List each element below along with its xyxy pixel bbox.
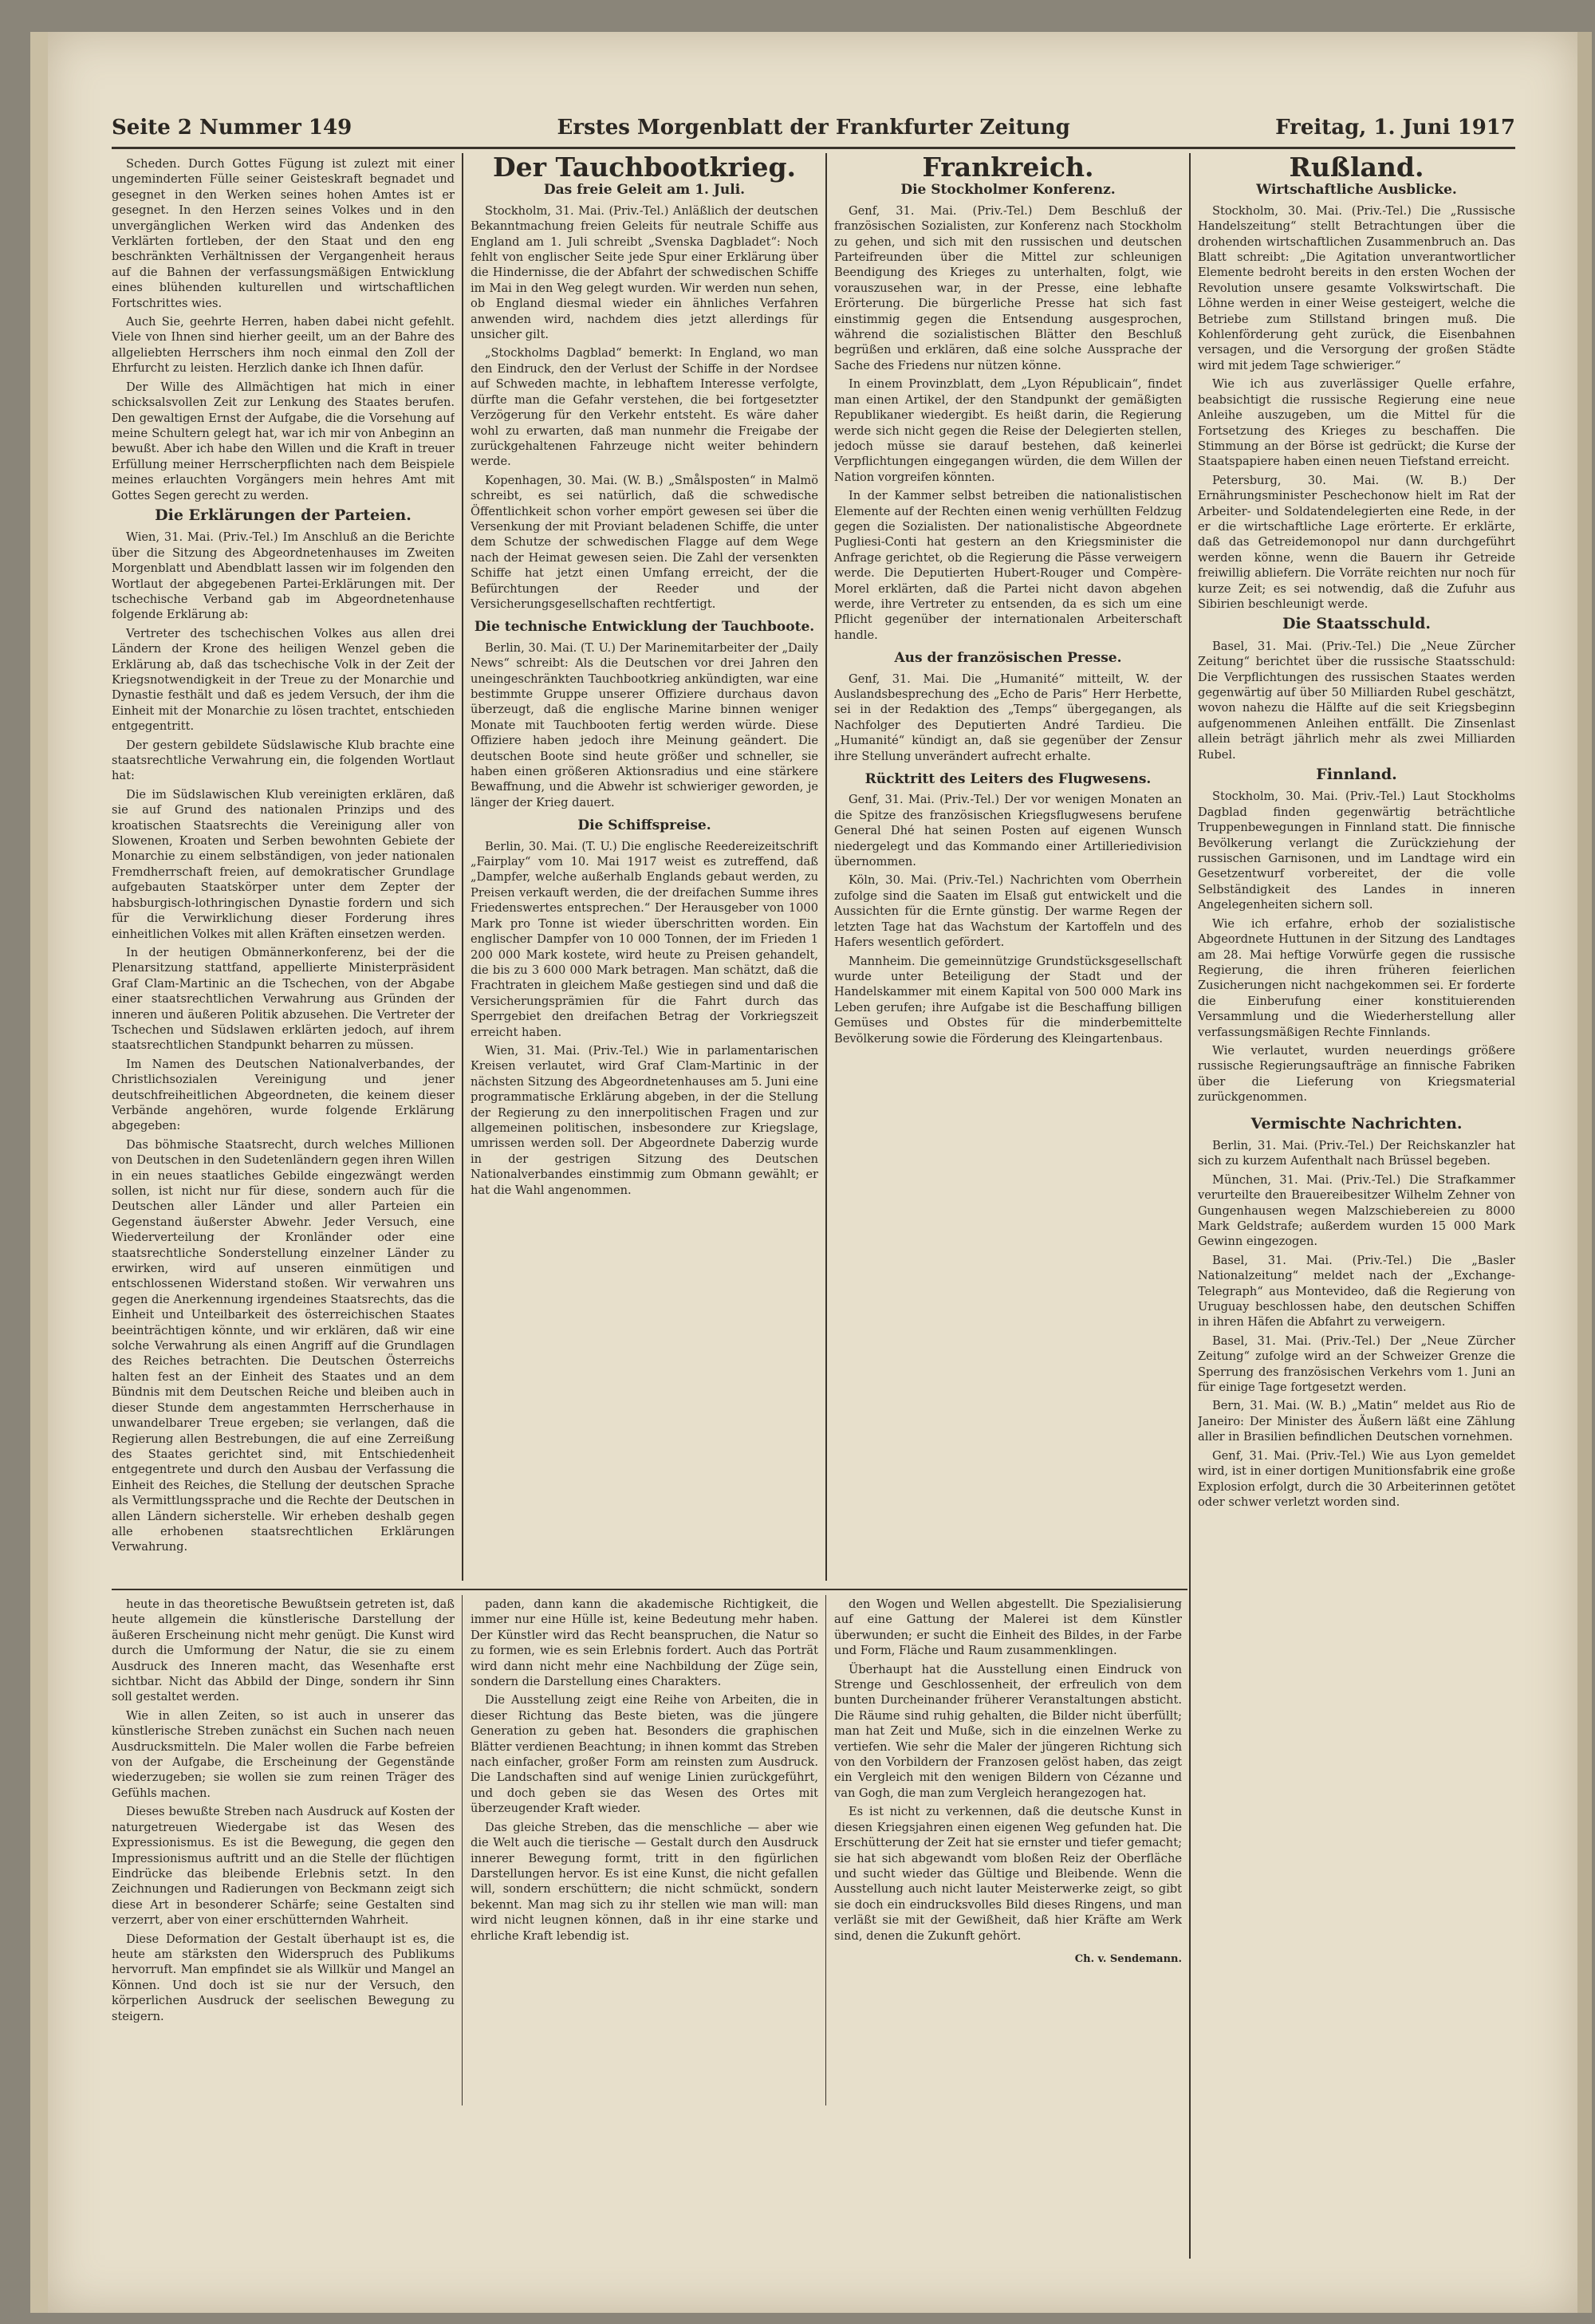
paragraph: Köln, 30. Mai. (Priv.-Tel.) Nachrichten vom Oberrhein zufolge sind die Saaten im Elsaß gut entwickelt und die Aussichten für die Ernte günstig. Der warme Regen der letzten Tage hat das Wachstum der Kartoffeln und des Hafers wesentlich gefördert. bbox=[834, 873, 1182, 950]
paragraph: Petersburg, 30. Mai. (W. B.) Der Ernährungsminister Peschechonow hielt im Rat der Arbeiter- und Soldatendelegierten eine Rede, in der er die wirtschaftliche Lage erörterte. Er erklärte, daß das Getreidemonopol nur dann durchgeführt werden könne, wenn die Bauern ihr Getreide freiwillig abliefern. Die Vorräte reichten nur noch für kurze Zeit; es sei notwendig, daß die Zufuhr aus Sibirien beschleunigt werde. bbox=[1198, 473, 1515, 611]
section-heading: Die Erklärungen der Parteien. bbox=[155, 506, 412, 524]
paragraph: Im Namen des Deutschen Nationalverbandes, der Christlichsozialen Vereinigung und jener deutschfreiheitlichen Abgeordneten, die keinem dieser Verbände angehören, wurde folgende Erklärung abgegeben: bbox=[112, 1057, 455, 1133]
paragraph: Der gestern gebildete Südslawische Klub brachte eine staatsrechtliche Verwahrung ein, die folgenden Wortlaut hat: bbox=[112, 738, 455, 783]
paragraph: Wie ich aus zuverlässiger Quelle erfahre, beabsichtigt die russische Regierung eine neue Anleihe auszugeben, um die Mittel für die Fortsetzung des Krieges zu beschaffen. Die Stimmung an der Börse ist gedrückt; die Kurse der Staatspapiere haben einen neuen Tiefstand erreicht. bbox=[1198, 377, 1515, 469]
paragraph: Scheden. Durch Gottes Fügung ist zulezt mit einer ungeminderten Fülle seiner Geisteskraft begnadet und gesegnet in den Werken seines hohen Amtes ist er gesegnet. In den Herzen seines Volkes und in den unvergänglichen Werken wird das Andenken des Verklärten fortleben, der den Staat und den eng beschränkten Verhältnissen der Vergangenheit heraus auf die Bahnen der verfassungsmäßigen Entwicklung eines blühenden kulturellen und wirtschaftlichen Fortschrittes wies. bbox=[112, 157, 455, 310]
paragraph: Wien, 31. Mai. (Priv.-Tel.) Im Anschluß an die Berichte über die Sitzung des Abgeordnetenhauses im Zweiten Morgenblatt und Abendblatt lassen wir im folgenden den Wortlaut der abgegebenen Partei-Erklärungen mit. Der tschechische Verband gab im Abgeordnetenhause folgende Erklärung ab: bbox=[112, 530, 455, 622]
news-item: Basel, 31. Mai. (Priv.-Tel.) Die „Basler Nationalzeitung“ meldet nach der „Exchange-Telegraph“ aus Montevideo, daß die Regierung von Uruguay beschlossen habe, den deutschen Schiffen in ihren Häfen die Abfahrt zu verweigern. bbox=[1198, 1253, 1515, 1329]
feuilleton-column-1 bbox=[112, 1597, 455, 2259]
paragraph: Stockholm, 30. Mai. (Priv.-Tel.) Laut Stockholms Dagblad finden gegenwärtig beträchtliche Truppenbewegungen in Finnland statt. Die finnische Bevölkerung verlangt die Zurückziehung der russischen Garnisonen, und im Landtage wird ein Gesetzentwurf vorbereitet, der die volle Selbständigkeit des Landes in inneren Angelegenheiten sichern soll. bbox=[1198, 790, 1515, 912]
header-masthead: Erstes Morgenblatt der Frankfurter Zeitung bbox=[557, 116, 1070, 140]
article-title: Frankreich. bbox=[922, 156, 1094, 183]
paragraph: „Stockholms Dagblad“ bemerkt: In England, wo man den Eindruck, den der Verlust der Schiffe in der Nordsee auf Schweden machte, in lebhaftem Interesse verfolgte, dürfte man die Gefahr verstehen, die bei fortgesetzter Verzögerung für den Verkehr entsteht. Es wäre daher wohl zu erwarten, daß man nunmehr die Freigabe der zurückgehaltenen Fahrzeuge nicht weiter behindern werde. bbox=[471, 346, 818, 469]
paragraph: Stockholm, 31. Mai. (Priv.-Tel.) Anläßlich der deutschen Bekanntmachung freien Geleits für neutrale Schiffe aus England am 1. Juli schreibt „Svenska Dagbladet“: Noch fehlt von englischer Seite jede Spur einer Erklärung über die Hindernisse, die der Abfahrt der schwedischen Schiffe im Mai in den Weg gelegt wurden. Wir werden nun sehen, ob England diesmal wieder ein ähnliches Verfahren anwenden wird, nachdem dies jetzt allerdings für unsicher gilt. bbox=[471, 203, 818, 342]
article-title: Der Tauchbootkrieg. bbox=[492, 156, 797, 183]
feuilleton-column-3 bbox=[834, 1597, 1182, 2259]
section-heading: Die Staatsschuld. bbox=[1282, 615, 1431, 633]
paragraph: Das böhmische Staatsrecht, durch welches Millionen von Deutschen in den Sudetenländern gegen ihren Willen in ein neues staatliches Gebilde eingezwängt werden sollen, ist nicht nur für diese, sondern auch für die Deutschen aller Länder und aller Parteien ein Gegenstand äußerster Abwehr. Jeder Versuch, eine Wiederverteilung der Kronländer oder eine staatsrechtliche Sonderstellung einzelner Länder zu erwirken, wird auf unseren einmütigen und entschlossenen Widerstand stoßen. Wir verwahren uns gegen die Anerkennung irgendeines Staatsrechts, das die Einheit und Unteilbarkeit des österreichischen Staates beeinträchtigen könnte, und wir erklären, daß wir eine solche Verwahrung als einen Angriff auf die Grundlagen des Reiches betrachten. Die Deutschen Österreichs halten fest an der Einheit des Staates und an dem Bündnis mit dem Deutschen Reiche und bleiben auch in dieser Stunde dem angestammten Herrscherhause in unwandelbarer Treue ergeben; sie verlangen, daß die Regierung allen Bestrebungen, die auf eine Zerreißung des Staates gerichtet sind, mit Entschiedenheit entgegentrete und durch den Ausbau der Verfassung die Einheit des Reiches, die Stellung der deutschen Sprache als Vermittlungssprache und die Rechte der Deutschen in allen Ländern sicherstelle. Wir erheben deshalb gegen alle erhobenen staatsrechtlichen Erklärungen Verwahrung. bbox=[112, 1137, 455, 1554]
paragraph: Kopenhagen, 30. Mai. (W. B.) „Smålsposten“ in Malmö schreibt, es sei natürlich, daß die schwedische Öffentlichkeit schon vorher empört gewesen sei über die Versenkung der mit Proviant beladenen Schiffe, die unter dem Schutze der schwedischen Flagge auf dem Wege nach der Heimat gewesen seien. Die Zahl der versenkten Schiffe hat jetzt einen Umfang erreicht, der die Befürchtungen der Reeder und der Versicherungsgesellschaften rechtfertigt. bbox=[471, 473, 818, 611]
paragraph: Auch Sie, geehrte Herren, haben dabei nicht gefehlt. Viele von Ihnen sind hierher geeilt, um an der Bahre des allgeliebten Herrschers ihm noch einmal den Zoll der Ehrfurcht zu leisten. Herzlich danke ich Ihnen dafür. bbox=[112, 315, 455, 376]
paragraph: Genf, 31. Mai. (Priv.-Tel.) Dem Beschluß der französischen Sozialisten, zur Konferenz nach Stockholm zu gehen, und sich mit den russischen und deutschen Parteifreunden über die Mittel zur schleunigen Beendigung des Krieges zu unterhalten, folgt, wie vorauszusehen war, in der Presse, eine lebhafte Erörterung. Die bürgerliche Presse hat sich fast einstimmig gegen die Entsendung ausgesprochen, während die sozialistischen Blätter den Beschluß begrüßen und erklären, daß eine solche Aussprache der Sache des Friedens nur nützen könne. bbox=[834, 203, 1182, 372]
section-heading: Rücktritt des Leiters des Flugwesens. bbox=[864, 771, 1152, 788]
paragraph: Es ist nicht zu verkennen, daß die deutsche Kunst in diesen Kriegsjahren einen eigenen Weg gefunden hat. Die Erschütterung der Zeit hat sie ernster und tiefer gemacht; sie hat sich abgewandt vom bloßen Reiz der Oberfläche und sucht wieder das Gültige und Bleibende. Wenn die Ausstellung auch nicht lauter Meisterwerke zeigt, so gibt sie doch ein eindrucksvolles Bild dieses Ringens, und man verläßt sie mit der Gewißheit, daß hier Kräfte am Werk sind, denen die Zukunft gehört. bbox=[834, 1805, 1182, 1943]
paragraph: Wie in allen Zeiten, so ist auch in unserer das künstlerische Streben zunächst ein Suchen nach neuen Ausdrucksmitteln. Die Maler wollen die Farbe befreien von der Aufgabe, die Erscheinung der Gegenstände wiederzugeben; sie wollen sie zum reinen Träger des Gefühls machen. bbox=[112, 1708, 455, 1800]
section-heading: Die technische Entwicklung der Tauchboote. bbox=[474, 619, 815, 636]
paragraph: Überhaupt hat die Ausstellung einen Eindruck von Strenge und Geschlossenheit, der erfreulich von dem bunten Durcheinander früherer Veranstaltungen absticht. Die Räume sind ruhig gehalten, die Bilder nicht überfüllt; man hat Zeit und Muße, sich in die einzelnen Werke zu vertiefen. Wie sehr die Maler der jüngeren Richtung sich von den Vorbildern der Franzosen gelöst haben, das zeigt ein Vergleich mit den wenigen Bildern von Cézanne und van Gogh, die man zum Vergleich herangezogen hat. bbox=[834, 1662, 1182, 1800]
column-rule bbox=[462, 153, 463, 1581]
paragraph: Basel, 31. Mai. (Priv.-Tel.) Die „Neue Zürcher Zeitung“ berichtet über die russische Staatsschuld: Die Verpflichtungen des russischen Staates werden gegenwärtig auf über 50 Milliarden Rubel geschätzt, wovon nahezu die Hälfte auf die seit Kriegsbeginn aufgenommenen Anleihen entfällt. Die Zinsenlast allein beträgt jährlich mehr als zwei Milliarden Rubel. bbox=[1198, 639, 1515, 762]
section-heading: Finnland. bbox=[1316, 766, 1397, 784]
header-rule bbox=[112, 147, 1515, 149]
column-4 bbox=[1198, 156, 1515, 2262]
section-heading: Vermischte Nachrichten. bbox=[1250, 1114, 1463, 1132]
section-heading: Aus der französischen Presse. bbox=[894, 650, 1122, 667]
page-edge-left bbox=[30, 32, 48, 2313]
section-heading: Die Schiffspreise. bbox=[577, 817, 711, 834]
header-page-number: Seite 2 Nummer 149 bbox=[112, 116, 352, 140]
column-rule bbox=[1189, 153, 1191, 2259]
paragraph: Diese Deformation der Gestalt überhaupt ist es, die heute am stärksten den Widerspruch des Publikums hervorruft. Man empfindet sie als Willkür und Mangel an Können. Und doch ist sie nur der Versuch, den körperlichen Ausdruck der seelischen Bewegung zu steigern. bbox=[112, 1932, 455, 2023]
paragraph: Die im Südslawischen Klub vereinigten erklären, daß sie auf Grund des nationalen Prinzips und des kroatischen Staatsrechts die Vereinigung aller von Slowenen, Kroaten und Serben bewohnten Gebiete der Monarchie zu einem selbständigen, von jeder nationalen Fremdherrschaft freien, auf demokratischer Grundlage aufgebauten Staatskörper unter dem Zepter der habsburgisch-lothringischen Dynastie fordern und sich für die Verwirklichung dieser Forderung ihres einheitlichen Volkes mit allen Kräften einsetzen werden. bbox=[112, 787, 455, 941]
column-rule bbox=[825, 1595, 826, 2105]
article-title: Rußland. bbox=[1289, 156, 1424, 183]
paragraph: In einem Provinzblatt, dem „Lyon Républicain“, findet man einen Artikel, der den Standpunkt der gemäßigten Republikaner wiedergibt. Es heißt darin, die Regierung werde sich nicht gegen die Reise der Delegierten stellen, jedoch müsse sie darauf bestehen, daß keinerlei Verpflichtungen eingegangen würden, die dem Willen der Nation vorgreifen könnten. bbox=[834, 377, 1182, 484]
news-item: München, 31. Mai. (Priv.-Tel.) Die Strafkammer verurteilte den Brauereibesitzer Wilhelm Zehner von Gungenhausen wegen Malzschiebereien zu 8000 Mark Geldstrafe; außerdem wurden 15 000 Mark Gewinn eingezogen. bbox=[1198, 1172, 1515, 1249]
news-item: Berlin, 31. Mai. (Priv.-Tel.) Der Reichskanzler hat sich zu kurzem Aufenthalt nach Brüssel begeben. bbox=[1198, 1138, 1515, 1168]
paragraph: Vertreter des tschechischen Volkes aus allen drei Ländern der Krone des heiligen Wenzel geben die Erklärung ab, daß das tschechische Volk in der Zeit der Kriegsnotwendigkeit in der Treue zu der Monarchie und Dynastie festhält und daß es jedem Versuch, der ihm die Einheit mit der Monarchie zu lösen trachtet, entschieden entgegentritt. bbox=[112, 626, 455, 734]
paragraph: paden, dann kann die akademische Richtigkeit, die immer nur eine Hülle ist, keine Bedeutung mehr haben. Der Künstler wird das Recht beanspruchen, die Natur so zu formen, wie es sein Erlebnis fordert. Auch das Porträt wird dann nicht mehr eine Nachbildung der Züge sein, sondern die Darstellung eines Charakters. bbox=[471, 1597, 818, 1689]
column-rule bbox=[462, 1595, 463, 2105]
news-item: Bern, 31. Mai. (W. B.) „Matin“ meldet aus Rio de Janeiro: Der Minister des Äußern läßt eine Zählung aller in Brasilien befindlichen Deutschen vornehmen. bbox=[1198, 1399, 1515, 1444]
paragraph: Wie verlautet, wurden neuerdings größere russische Regierungsaufträge an finnische Fabriken über die Lieferung von Kriegsmaterial zurückgenommen. bbox=[1198, 1043, 1515, 1105]
paragraph: Wien, 31. Mai. (Priv.-Tel.) Wie in parlamentarischen Kreisen verlautet, wird Graf Clam-Martinic in der nächsten Sitzung des Abgeordnetenhauses am 5. Juni eine programmatische Erklärung abgeben, in der die Stellung der Regierung zu den innerpolitischen Fragen und zur allgemeinen politischen, insbesondere zur Kriegslage, umrissen werden soll. Der Abgeordnete Daberzig wurde in der gestrigen Sitzung des Deutschen Nationalverbandes einstimmig zum Obmann gewählt; er hat die Wahl angenommen. bbox=[471, 1043, 818, 1197]
running-header bbox=[112, 112, 1515, 144]
feuilleton-column-2 bbox=[471, 1597, 818, 2259]
paragraph: Berlin, 30. Mai. (T. U.) Die englische Reedereizeitschrift „Fairplay“ vom 10. Mai 1917 weist es zutreffend, daß „Dampfer, welche außerhalb Englands gebaut werden, zu Preisen verkauft werden, die der dreifachen Summe ihres Friedenswertes entsprechen.“ Der Herausgeber von 1000 Mark pro Tonne ist wieder überschritten worden. Ein englischer Dampfer von 10 000 Tonnen, der im Frieden 1 200 000 Mark kostete, wird heute zu Preisen gehandelt, die bis zu 3 600 000 Mark betragen. Man schätzt, daß die Frachtraten in gleichem Maße gestiegen sind und daß die Versicherungsprämien für die Fahrt durch das Sperrgebiet den dreifachen Betrag der Vorkriegszeit erreicht haben. bbox=[471, 839, 818, 1039]
paragraph: Wie ich erfahre, erhob der sozialistische Abgeordnete Huttunen in der Sitzung des Landtages am 28. Mai heftige Vorwürfe gegen die russische Regierung, die ihren früheren feierlichen Zusicherungen nicht nachgekommen sei. Er forderte die Einberufung einer konstituierenden Versammlung und die Wiederherstellung aller verfassungsmäßigen Rechte Finnlands. bbox=[1198, 916, 1515, 1039]
paragraph: Die Ausstellung zeigt eine Reihe von Arbeiten, die in dieser Richtung das Beste bieten, was die jüngere Generation zu geben hat. Besonders die graphischen Blätter verdienen Beachtung; in ihnen kommt das Streben nach einfacher, großer Form am reinsten zum Ausdruck. Die Landschaften sind auf wenige Linien zurückgeführt, und doch geben sie das Wesen des Ortes mit überzeugender Kraft wieder. bbox=[471, 1693, 818, 1816]
header-date: Freitag, 1. Juni 1917 bbox=[1275, 116, 1515, 140]
column-3 bbox=[834, 156, 1182, 1584]
paragraph: Genf, 31. Mai. Die „Humanité“ mitteilt, W. der Auslandsbesprechung des „Echo de Paris“ Herr Herbette, sei in der Redaktion des „Temps“ übergegangen, als Nachfolger des Deputierten André Tardieu. Die „Humanité“ kündigt an, daß sie gegenüber der Zensur ihre Stellung unverändert aufrecht erhalte. bbox=[834, 672, 1182, 763]
column-rule bbox=[825, 153, 827, 1581]
column-2 bbox=[471, 156, 818, 1584]
col1-lead bbox=[112, 156, 455, 503]
news-item: Genf, 31. Mai. (Priv.-Tel.) Wie aus Lyon gemeldet wird, ist in einer dortigen Munitionsfabrik eine große Explosion erfolgt, durch die 30 Arbeiterinnen getötet oder schwer verletzt worden sind. bbox=[1198, 1448, 1515, 1509]
article-subtitle: Wirtschaftliche Ausblicke. bbox=[1256, 182, 1457, 199]
page-edge-right bbox=[1577, 32, 1592, 2313]
paragraph: Mannheim. Die gemeinnützige Grundstücksgesellschaft wurde unter Beteiligung der Stadt und der Handelskammer mit einem Kapital von 500 000 Mark ins Leben gerufen; ihre Aufgabe ist die Beschaffung billigen Gemüses und Obstes für die minderbemittelte Bevölkerung sowie die Förderung des Kleingartenbaus. bbox=[834, 954, 1182, 1046]
paragraph: Das gleiche Streben, das die menschliche — aber wie die Welt auch die tierische — Gestalt durch den Ausdruck innerer Bewegung formt, tritt in den figürlichen Darstellungen hervor. Es ist eine Kunst, die nicht gefallen will, sondern erschüttern; die nicht schmückt, sondern bekennt. Man mag sich zu ihr stellen wie man will: man wird nicht leugnen können, daß in ihr eine starke und ehrliche Kraft lebendig ist. bbox=[471, 1820, 818, 1943]
paragraph: Genf, 31. Mai. (Priv.-Tel.) Der vor wenigen Monaten an die Spitze des französischen Kriegsflugwesens berufene General Dhé hat seinen Posten auf eigenen Wunsch niedergelegt und das Kommando einer Artilleriedivision übernommen. bbox=[834, 793, 1182, 869]
paragraph: heute in das theoretische Bewußtsein getreten ist, daß heute allgemein die künstlerische Darstellung der äußeren Erscheinung nicht mehr genügt. Die Kunst wird durch die Umformung der Natur, die sie zu einem Ausdruck des Inneren macht, das Wesenhafte erst sichtbar. Nicht das Abbild der Dinge, sondern ihr Sinn soll gestaltet werden. bbox=[112, 1597, 455, 1704]
paragraph: In der Kammer selbst betreiben die nationalistischen Elemente auf der Rechten einen wenig verhüllten Feldzug gegen die Sozialisten. Der nationalistische Abgeordnete Pugliesi-Conti hat gestern an den Kriegsminister die Anfrage gerichtet, ob die Regierung die Pässe verweigern werde. Die Deputierten Hubert-Rouger und Compère-Morel erklärten, daß die Partei nicht davon abgehen werde, ihre Vertreter zu entsenden, da es sich um eine Pflicht gegenüber der internationalen Arbeiterschaft handle. bbox=[834, 489, 1182, 642]
paragraph: Stockholm, 30. Mai. (Priv.-Tel.) Die „Russische Handelszeitung“ stellt Betrachtungen über die drohenden wirtschaftlichen Zusammenbruch an. Das Blatt schreibt: „Die Agitation unverantwortlicher Elemente bedroht bereits in den ersten Wochen der Revolution unsere gesamte Volkswirtschaft. Die Löhne werden in einer Weise gesteigert, welche die Betriebe zum Stillstand bringen muß. Die Kohlenförderung geht zurück, die Eisenbahnen versagen, und die Versorgung der großen Städte wird mit jedem Tage schwieriger.“ bbox=[1198, 203, 1515, 372]
column-1 bbox=[112, 156, 455, 1584]
news-item: Basel, 31. Mai. (Priv.-Tel.) Der „Neue Zürcher Zeitung“ zufolge wird an der Schweizer Grenze die Sperrung des französischen Verkehrs vom 1. Juni an für einige Tage fortgesetzt werden. bbox=[1198, 1333, 1515, 1395]
paragraph: Der Wille des Allmächtigen hat mich in einer schicksalsvollen Zeit zur Lenkung des Staates berufen. Den gewaltigen Ernst der Aufgabe, die die Vorsehung auf meine Schultern gelegt hat, war ich mir von Anbeginn an bewußt. Aber ich habe den Willen und die Kraft in treuer Erfüllung meiner Herrscherpflichten nach dem Beispiele meines erlauchten Vorgängers mein hehres Amt mit Gottes Segen gerecht zu werden. bbox=[112, 380, 455, 502]
paragraph: In der heutigen Obmännerkonferenz, bei der die Plenarsitzung stattfand, appellierte Ministerpräsident Graf Clam-Martinic an die Tschechen, von der Abgabe einer staatsrechtlichen Verwahrung aus Gründen der inneren und äußeren Politik abzusehen. Die Vertreter der Tschechen und Südslawen erklärten jedoch, auf ihrem staatsrechtlichen Standpunkt beharren zu müssen. bbox=[112, 945, 455, 1053]
article-subtitle: Die Stockholmer Konferenz. bbox=[900, 182, 1116, 199]
feuilleton-rule bbox=[112, 1589, 1187, 1590]
paragraph: Berlin, 30. Mai. (T. U.) Der Marinemitarbeiter der „Daily News“ schreibt: Als die Deutschen vor drei Jahren den uneingeschränkten Tauchbootkrieg ankündigten, war eine bestimmte Gruppe unserer Offiziere durchaus davon überzeugt, daß die englische Marine binnen weniger Monate mit Tauchbooten fertig werden würde. Diese Offiziere haben jedoch ihre Meinung geändert. Die deutschen Boote sind heute größer und schneller, sie haben einen größeren Aktionsradius und eine stärkere Bewaffnung, und die Abwehr ist schwieriger geworden, je länger der Krieg dauert. bbox=[471, 640, 818, 809]
author-signature: Ch. v. Sendemann. bbox=[1074, 1952, 1182, 1965]
paragraph: den Wogen und Wellen abgestellt. Die Spezialisierung auf eine Gattung der Malerei ist dem Künstler überwunden; er sucht die Einheit des Bildes, in der Farbe und Form, Fläche und Raum zusammenklingen. bbox=[834, 1597, 1182, 1658]
article-subtitle: Das freie Geleit am 1. Juli. bbox=[543, 182, 746, 199]
paragraph: Dieses bewußte Streben nach Ausdruck auf Kosten der naturgetreuen Wiedergabe ist das Wesen des Expressionismus. Es ist die Bewegung, die gegen den Impressionismus auftritt und an die Stelle der flüchtigen Eindrücke das bleibende Erlebnis setzt. In den Zeichnungen und Radierungen von Beckmann zeigt sich diese Art in besonderer Schärfe; seine Gestalten sind verzerrt, aber von einer erschütternden Wahrheit. bbox=[112, 1805, 455, 1928]
